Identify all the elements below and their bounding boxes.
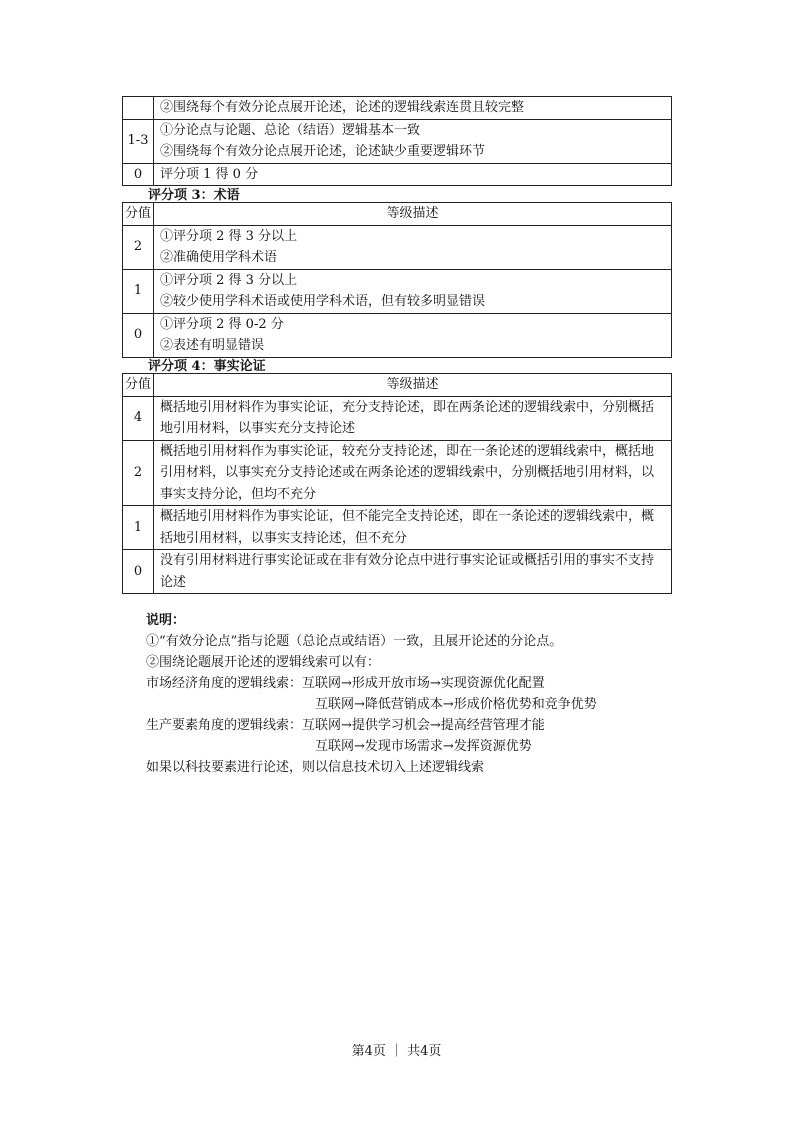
desc-line: ①评分项 2 得 3 分以上 — [160, 272, 298, 288]
score-cell: 2 — [123, 440, 154, 506]
score-cell: 1 — [123, 269, 154, 313]
score-cell: 0 — [123, 313, 154, 357]
desc-line: ①评分项 2 得 0-2 分 — [160, 316, 284, 332]
desc-cell — [154, 313, 672, 357]
header-desc: 等级描述 — [154, 203, 672, 226]
desc-cell: 概括地引用材料作为事实论证，但不能完全支持论述，即在一条论述的逻辑线索中，概括地引用材料，以事实支持论述，但不充分 — [154, 506, 672, 550]
note-line: 互联网→发现市场需求→发挥资源优势 — [315, 739, 532, 754]
score-cell: 2 — [123, 225, 154, 269]
desc-line: ②围绕每个有效分论点展开论述，论述缺少重要逻辑环节 — [160, 144, 486, 159]
desc-cell — [154, 225, 672, 269]
table-row — [123, 506, 672, 550]
note-line: 如果以科技要素进行论述，则以信息技术切入上述逻辑线索 — [146, 760, 485, 775]
header-score: 分值 — [123, 374, 154, 397]
note-line: ②围绕论题展开论述的逻辑线索可以有： — [146, 655, 381, 670]
table-row — [123, 313, 672, 357]
item3-heading: 评分项 3：术语 — [148, 188, 240, 203]
page-footer: 第4页 ｜ 共4页 — [351, 1044, 442, 1059]
desc-line: 评分项 1 得 0 分 — [160, 166, 259, 182]
note-line: ①“有效分论点”指与论题（总论点或结语）一致，且展开论述的分论点。 — [146, 634, 563, 649]
desc-line: ②准确使用学科术语 — [160, 250, 278, 265]
desc-line: ①评分项 2 得 3 分以上 — [160, 228, 298, 244]
desc-cell: 没有引用材料进行事实论证或在非有效分论点中进行事实论证或概括引用的事实不支持论述 — [154, 550, 672, 594]
header-desc: 等级描述 — [154, 374, 672, 397]
scoring-table-item4 — [122, 373, 672, 594]
table-row — [123, 97, 672, 120]
item4-heading: 评分项 4：事实论证 — [148, 359, 266, 374]
desc-line: ②较少使用学科术语或使用学科术语，但有较多明显错误 — [160, 294, 486, 309]
score-cell: 1-3 — [123, 119, 154, 163]
scoring-table-item3 — [122, 202, 672, 358]
note-line: 市场经济角度的逻辑线索：互联网→形成开放市场→实现资源优化配置 — [146, 676, 545, 691]
table-header — [123, 374, 672, 397]
table-row — [123, 396, 672, 440]
desc-cell — [154, 97, 672, 120]
note-line: 互联网→降低营销成本→形成价格优势和竞争优势 — [315, 697, 597, 712]
score-cell: 1 — [123, 506, 154, 550]
desc-cell — [154, 119, 672, 163]
desc-cell — [154, 163, 672, 186]
notes-title: 说明： — [146, 613, 186, 628]
table-row — [123, 163, 672, 186]
score-cell: 4 — [123, 396, 154, 440]
score-cell — [123, 97, 154, 120]
table-row — [123, 440, 672, 506]
notes-section — [146, 610, 597, 778]
table-row — [123, 119, 672, 163]
desc-line: ②表述有明显错误 — [160, 338, 265, 353]
desc-line: ①分论点与论题、总论（结语）逻辑基本一致 — [160, 122, 421, 138]
desc-line: ②围绕每个有效分论点展开论述，论述的逻辑线索连贯且较完整 — [160, 100, 525, 115]
table-row — [123, 225, 672, 269]
desc-cell: 概括地引用材料作为事实论证，较充分支持论述，即在一条论述的逻辑线索中，概括地引用材料，以事实充分支持论述或在两条论述的逻辑线索中，分别概括地引用材料，以事实支持分论，但均不充分 — [154, 440, 672, 506]
score-cell: 0 — [123, 163, 154, 186]
header-score: 分值 — [123, 203, 154, 226]
note-line: 生产要素角度的逻辑线索：互联网→提供学习机会→提高经营管理才能 — [146, 718, 545, 733]
desc-cell: 概括地引用材料作为事实论证，充分支持论述，即在两条论述的逻辑线索中，分别概括地引用材料，以事实充分支持论述 — [154, 396, 672, 440]
table-row — [123, 269, 672, 313]
score-cell: 0 — [123, 550, 154, 594]
table-row — [123, 550, 672, 594]
desc-cell — [154, 269, 672, 313]
table-header — [123, 203, 672, 226]
scoring-table-item2-continued — [122, 96, 672, 186]
